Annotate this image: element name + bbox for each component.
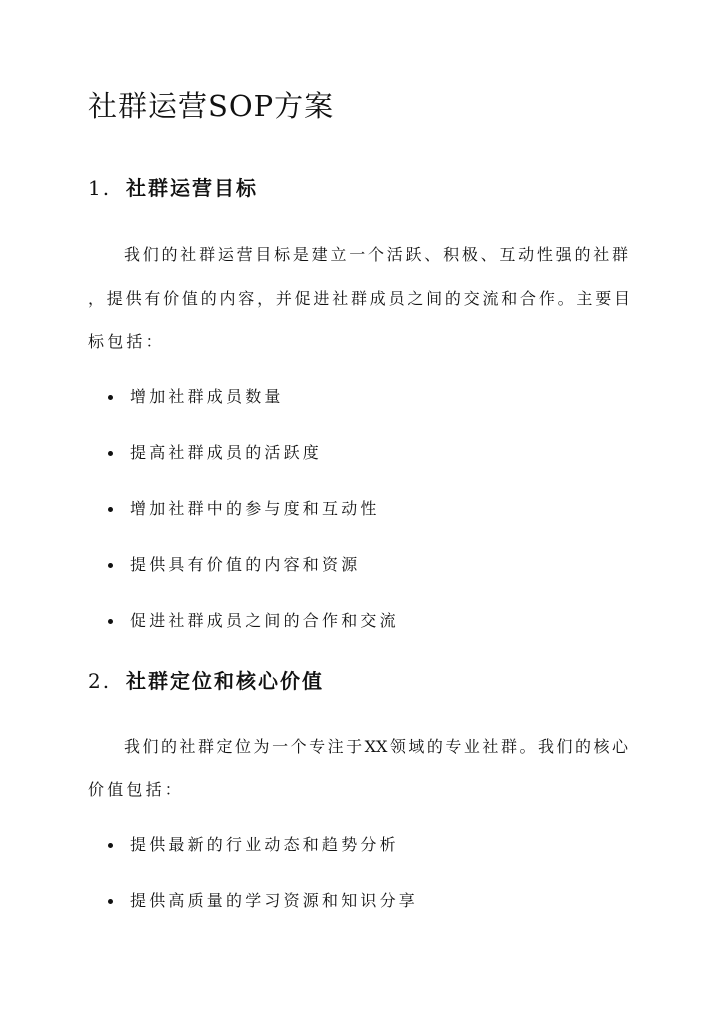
list-item-text: 提供具有价值的内容和资源 xyxy=(130,555,361,574)
paragraph-line: ，提供有价值的内容，并促进社群成员之间的交流和合作。主要目 xyxy=(88,289,630,308)
bullet-icon xyxy=(108,395,113,400)
bullet-icon xyxy=(108,451,113,456)
list-item-text: 提供高质量的学习资源和知识分享 xyxy=(130,891,419,910)
bullet-icon xyxy=(108,563,113,568)
list-item-text: 提供最新的行业动态和趋势分析 xyxy=(130,835,399,854)
document-title: 社群运营SOP方案 xyxy=(88,89,335,123)
list-item-text: 增加社群成员数量 xyxy=(130,387,284,406)
bullet-icon xyxy=(108,619,113,624)
paragraph-line: 我们的社群运营目标是建立一个活跃、积极、互动性强的社群 xyxy=(124,245,628,264)
section-title: 社群运营目标 xyxy=(126,176,258,200)
section-number: 2. xyxy=(88,669,112,693)
section-number: 1. xyxy=(88,176,112,200)
section-title: 社群定位和核心价值 xyxy=(126,669,324,693)
section-heading-goals xyxy=(88,173,258,203)
section-heading-positioning xyxy=(88,666,324,696)
list-item-text: 提高社群成员的活跃度 xyxy=(130,443,323,462)
paragraph-line: 我们的社群定位为一个专注于XX领域的专业社群。我们的核心 xyxy=(124,737,628,756)
list-item-text: 增加社群中的参与度和互动性 xyxy=(130,499,380,518)
paragraph-line: 标包括： xyxy=(88,332,165,351)
paragraph-line: 价值包括： xyxy=(88,780,185,799)
bullet-icon xyxy=(108,899,113,904)
list-item-text: 促进社群成员之间的合作和交流 xyxy=(130,611,399,630)
bullet-icon xyxy=(108,843,113,848)
bullet-icon xyxy=(108,507,113,512)
